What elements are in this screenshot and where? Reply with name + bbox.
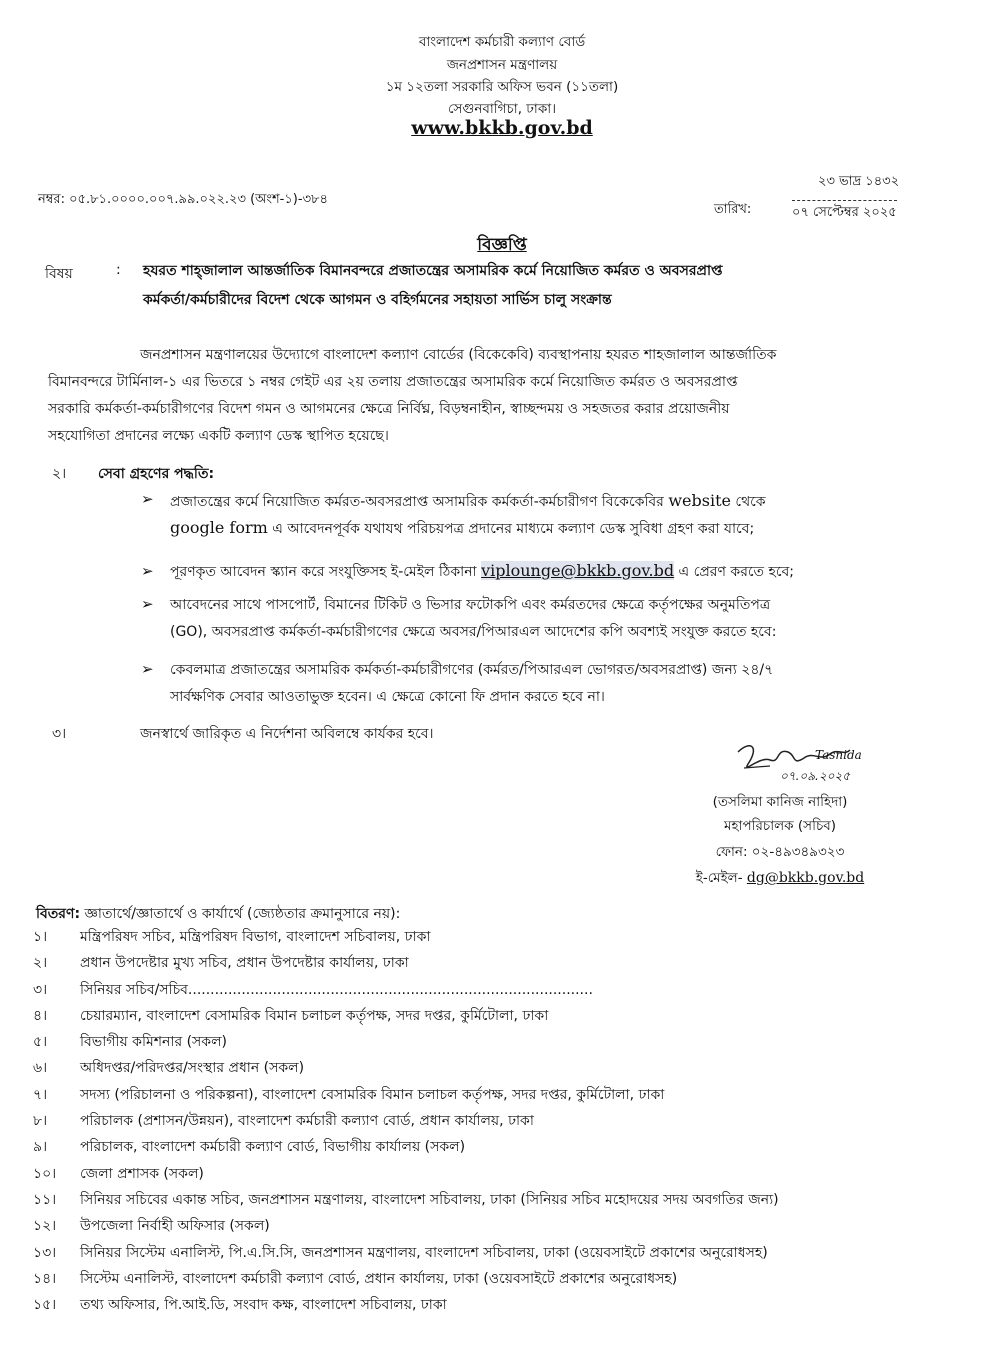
distribution-heading-row	[36, 902, 400, 926]
list-item: ৩। সিনিয়র সচিব/সচিব...........................................................................................	[33, 981, 593, 998]
intro-line-3: সরকারি কর্মকর্তা-কর্মচারীগণের বিদেশ গমন ও আগমনের ক্ষেত্রে নির্বিঘ্ন, বিড়ম্বনাহীন, স্বাচ্ছন্দময় ও সহজতর করার প্রয়োজনীয়	[48, 401, 730, 417]
memo-number: নম্বর: ০৫.৮১.০০০০.০০৭.৯৯.০২২.২৩ (অংশ-১)-৩৮৪	[38, 192, 328, 207]
date-bangla: ২৩ ভাদ্র ১৪৩২	[818, 174, 900, 189]
section-2-heading: সেবা গ্রহণের পদ্ধতি:	[98, 466, 215, 482]
list-item: ২। প্রধান উপদেষ্টার মুখ্য সচিব, প্রধান উপদেষ্টার কার্যালয়, ঢাকা	[33, 955, 409, 972]
list-item: ৭। সদস্য (পরিচালনা ও পরিকল্পনা), বাংলাদেশ বেসামরিক বিমান চলাচল কর্তৃপক্ষ, সদর দপ্তর, কুর্মিটোলা, ঢাকা	[33, 1086, 665, 1103]
org-name: বাংলাদেশ কর্মচারী কল্যাণ বোর্ড	[418, 34, 586, 50]
list-item: ১২। উপজেলা নির্বাহী অফিসার (সকল)	[33, 1218, 270, 1235]
office-location: সেগুনবাগিচা, ঢাকা।	[447, 101, 557, 117]
list-item: ১৫। তথ্য অফিসার, পি.আই.ডি, সংবাদ কক্ষ, বাংলাদেশ সচিবালয়, ঢাকা	[33, 1297, 447, 1314]
intro-line-2: বিমানবন্দরে টার্মিনাল-১ এর ভিতরে ১ নম্বর গেইট এর ২য় তলায় প্রজাতন্ত্রের অসামরিক কর্মে নিয়োজিত কর্মরত ও অবসরপ্রাপ্ত	[48, 374, 738, 390]
distribution-heading: বিতরণ:	[36, 906, 81, 922]
date-label: তারিখ:	[714, 202, 752, 217]
arrow-bullet-icon: ➢	[141, 562, 154, 580]
section-2-number: ২।	[52, 466, 67, 482]
office-building: ১ম ১২তলা সরকারি অফিস ভবন (১১তলা)	[385, 79, 619, 95]
date-english: ০৭ সেপ্টেম্বর ২০২৫	[792, 200, 897, 224]
arrow-bullet-icon: ➢	[141, 595, 154, 613]
list-item: ৪। চেয়ারম্যান, বাংলাদেশ বেসামরিক বিমান চলাচল কর্তৃপক্ষ, সদর দপ্তর, কুর্মিটোলা, ঢাকা	[33, 1007, 549, 1024]
distribution-heading-rest: জ্ঞাতার্থে/জ্ঞাতার্থে ও কার্যার্থে (জ্যেষ্ঠতার ক্রমানুসারে নয়):	[84, 906, 401, 922]
viplounge-email-link[interactable]: viplounge@bkkb.gov.bd	[481, 561, 675, 580]
arrow-bullet-icon: ➢	[141, 660, 154, 678]
list-item: ১। মন্ত্রিপরিষদ সচিব, মন্ত্রিপরিষদ বিভাগ, বাংলাদেশ সচিবালয়, ঢাকা	[33, 929, 431, 945]
bullet-1-line-2: google form এ আবেদনপূর্বক যথাযথ পরিচয়পত্র প্রদানের মাধ্যমে কল্যাণ ডেস্ক সুবিধা গ্রহণ করা যাবে;	[170, 518, 755, 537]
list-item: ১৩। সিনিয়র সিস্টেম এনালিস্ট, পি.এ.সি.সি, জনপ্রশাসন মন্ত্রণালয়, বাংলাদেশ সচিবালয়, ঢাকা (ওয়েবসাইটে প্রকাশের অনুরোধসহ)	[33, 1244, 768, 1261]
signature-name-scribble: Tasnida	[815, 748, 862, 762]
list-item: ১০। জেলা প্রশাসক (সকল)	[33, 1165, 204, 1182]
bullet-2-line-1: পূরণকৃত আবেদন স্ক্যান করে সংযুক্তিসহ ই-মেইল ঠিকানা viplounge@bkkb.gov.bd এ প্রেরণ করতে হবে;	[170, 561, 794, 580]
signature-date: ০৭.০৯.২০২৫	[780, 769, 851, 783]
section-3-text: জনস্বার্থে জারিকৃত এ নির্দেশনা অবিলম্বে কার্যকর হবে।	[140, 726, 434, 742]
bullet-4-line-1: কেবলমাত্র প্রজাতন্ত্রের অসামরিক কর্মকর্তা-কর্মচারীগণের (কর্মরত/পিআরএল ভোগরত/অবসরপ্রাপ্ত) জন্য ২৪/৭	[170, 662, 774, 678]
subject-line-2: কর্মকর্তা/কর্মচারীদের বিদেশ থেকে আগমন ও বহির্গমনের সহায়তা সার্ভিস চালু সংক্রান্ত	[143, 292, 612, 308]
list-item: ৮। পরিচালক (প্রশাসন/উন্নয়ন), বাংলাদেশ কর্মচারী কল্যাণ বোর্ড, প্রধান কার্যালয়, ঢাকা	[33, 1113, 534, 1130]
arrow-bullet-icon: ➢	[141, 490, 154, 508]
subject-line-1: হযরত শাহ্জালাল আন্তর্জাতিক বিমানবন্দরে প্রজাতন্ত্রের অসামরিক কর্মে নিয়োজিত কর্মরত ও অবসরপ্রাপ্ত	[143, 263, 723, 279]
bullet-3-line-1: আবেদনের সাথে পাসপোর্ট, বিমানের টিকিট ও ভিসার ফটোকপি এবং কর্মরতদের ক্ষেত্রে কর্তৃপক্ষের অনুমতিপত্র	[170, 597, 771, 613]
ministry-name: জনপ্রশাসন মন্ত্রণালয়	[446, 57, 558, 73]
list-item: ১১। সিনিয়র সচিবের একান্ত সচিব, জনপ্রশাসন মন্ত্রণালয়, বাংলাদেশ সচিবালয়, ঢাকা (সিনিয়র সচিব মহোদয়ের সদয় অবগতির জন্য)	[33, 1191, 779, 1208]
list-item: ১৪। সিস্টেম এনালিস্ট, বাংলাদেশ কর্মচারী কল্যাণ বোর্ড, প্রধান কার্যালয়, ঢাকা (ওয়েবসাইটে প্রকাশের অনুরোধসহ)	[33, 1270, 678, 1287]
website-link[interactable]: www.bkkb.gov.bd	[411, 117, 593, 139]
notice-title: বিজ্ঞপ্তি	[477, 235, 527, 255]
signatory-name: (তসলিমা কানিজ নাহিদা)	[712, 794, 848, 810]
list-item: ৯। পরিচালক, বাংলাদেশ কর্মচারী কল্যাণ বোর্ড, বিভাগীয় কার্যালয় (সকল)	[33, 1139, 466, 1156]
signatory-designation: মহাপরিচালক (সচিব)	[723, 818, 837, 834]
subject-label: বিষয়	[45, 266, 73, 282]
signatory-email-row: ই-মেইল- dg@bkkb.gov.bd	[695, 870, 865, 886]
bullet-1-line-1: প্রজাতন্ত্রের কর্মে নিয়োজিত কর্মরত-অবসরপ্রাপ্ত অসামরিক কর্মকর্তা-কর্মচারীগণ বিকেকেবির website থেকে	[170, 491, 766, 510]
distribution-list	[0, 924, 1004, 1318]
list-item: ৬। অধিদপ্তর/পরিদপ্তর/সংস্থার প্রধান (সকল)	[33, 1060, 305, 1077]
signatory-phone: ফোন: ০২-৪৯৩৪৯৩২৩	[715, 844, 845, 860]
bullet-3-line-2: (GO), অবসরপ্রাপ্ত কর্মকর্তা-কর্মচারীগণের ক্ষেত্রে অবসর/পিআরএল আদেশের কপি অবশ্যই সংযুক্ত করতে হবে:	[170, 624, 777, 640]
section-3-number: ৩।	[52, 726, 67, 742]
dg-email-link[interactable]: dg@bkkb.gov.bd	[746, 870, 865, 886]
intro-line-4: সহযোগিতা প্রদানের লক্ষ্যে একটি কল্যাণ ডেস্ক স্থাপিত হয়েছে।	[48, 428, 389, 444]
list-item: ৫। বিভাগীয় কমিশনার (সকল)	[33, 1034, 227, 1051]
subject-colon: :	[116, 262, 121, 278]
intro-line-1: জনপ্রশাসন মন্ত্রণালয়ের উদ্যোগে বাংলাদেশ কল্যাণ বোর্ডের (বিকেকেবি) ব্যবস্থাপনায় হযরত শাহজালাল আন্তর্জাতিক	[140, 347, 777, 363]
bullet-4-line-2: সার্বক্ষণিক সেবার আওতাভুক্ত হবেন। এ ক্ষেত্রে কোনো ফি প্রদান করতে হবে না।	[170, 689, 605, 705]
